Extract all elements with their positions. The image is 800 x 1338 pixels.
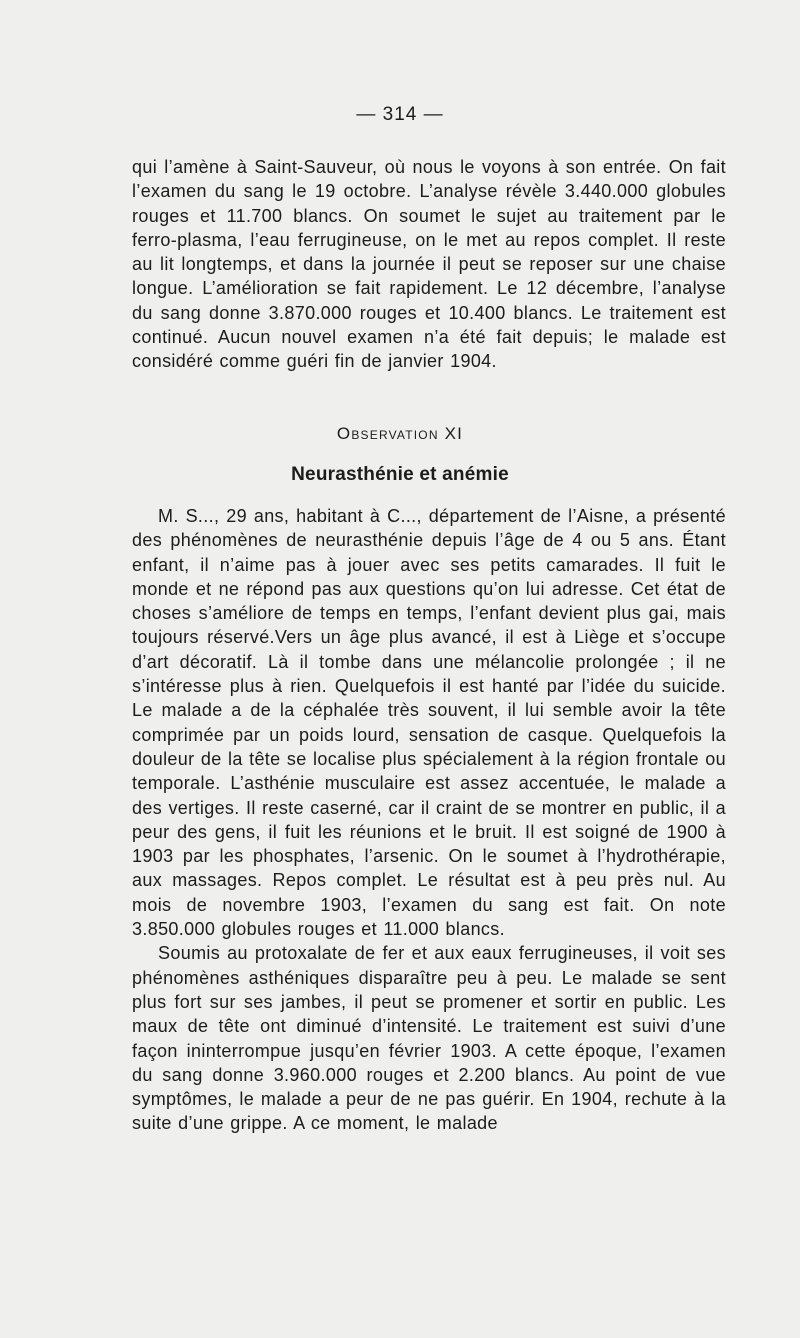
section-title: Neurasthénie et anémie [291, 464, 509, 485]
observation-heading: Observation XI [336, 424, 464, 443]
paragraph-1: M. S..., 29 ans, habitant à C..., département de l’Aisne, a présenté des phénomènes de neurasthénie depuis l’âge de 4 ou 5 ans. Étant enfant, il n’aime pas à jouer avec ses petits camarades. Il fuit le monde et ne répond pas aux questions qu’on lui adresse. Cet état de choses s’améliore de temps en temps, l’enfant devient plus gai, mais toujours réservé.Vers un âge plus avancé, il est à Liège et s’occupe d’art décoratif. Là il tombe dans une mélancolie prolongée ; il ne s’intéresse plus à rien. Quelquefois il est hanté par l’idée du suicide. Le malade a de la céphalée très souvent, il lui semble avoir la tête comprimée par un poids lourd, sensation de casque. Quelquefois la douleur de la tête se localise plus spécialement à la région frontale ou temporale. L’asthénie musculaire est assez accentuée, le malade a des vertiges. Il reste caserné, car il craint de se montrer en public, il a peur des gens, il fuit les réunions et le bruit. Il est soigné de 1900 à 1903 par les phosphates, l’arsenic. On le soumet à l’hydrothérapie, aux massages. Repos complet. Le résultat est à peu près nul. Au mois de novembre 1903, l’examen du sang est fait. On note 3.850.000 globules rouges et 11.000 blancs. [132, 506, 726, 940]
page-number: — 314 — [356, 104, 444, 125]
paragraph-2: Soumis au protoxalate de fer et aux eaux ferrugineuses, il voit ses phénomènes asthéniques disparaître peu à peu. Le malade se sent plus fort sur ses jambes, il peut se promener et sortir en public. Les maux de tête ont diminué d’intensité. Le traitement est suivi d’une façon ininterrompue jusqu’en février 1903. A cette époque, l’examen du sang donne 3.960.000 rouges et 2.200 blancs. Au point de vue symptômes, le malade a peur de ne pas guérir. En 1904, rechute à la suite d’une grippe. A ce moment, le malade [132, 943, 726, 1134]
opening-paragraph: qui l’amène à Saint-Sauveur, où nous le voyons à son entrée. On fait l’examen du sang le 19 octobre. L’analyse révèle 3.440.000 globules rouges et 11.700 blancs. On soumet le sujet au traitement par le ferro-plasma, l’eau ferrugineuse, on le met au repos complet. Il reste au lit longtemps, et dans la journée il peut se reposer sur une chaise longue. L’amélioration se fait rapidement. Le 12 décembre, l’analyse du sang donne 3.870.000 rouges et 10.400 blancs. Le traitement est continué. Aucun nouvel examen n’a été fait depuis; le malade est considéré comme guéri fin de janvier 1904. [132, 157, 726, 372]
opening-text-block [132, 155, 726, 374]
observation-text-block [132, 504, 726, 1136]
